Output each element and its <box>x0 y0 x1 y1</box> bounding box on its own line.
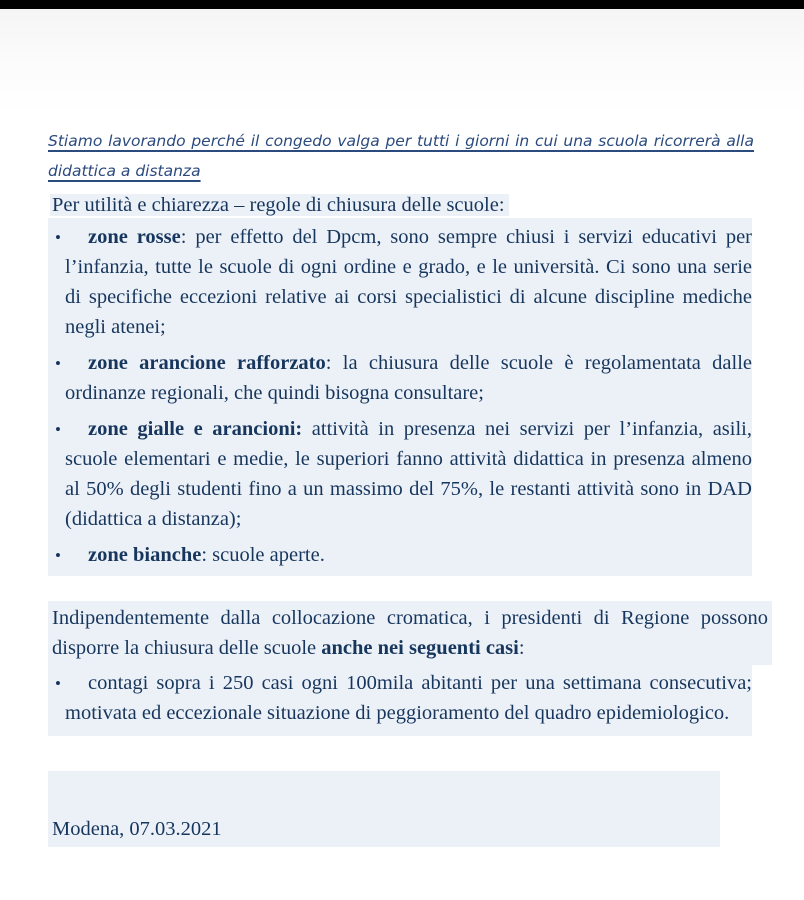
rule-separator <box>302 418 312 440</box>
bullet-icon: • <box>55 228 61 247</box>
heading-italic-underlined: Stiamo lavorando perché il congedo valga per tutti i giorni in cui una scuola ricorrerà alla didattica a distanza <box>48 132 754 180</box>
bullet-icon: • <box>55 420 61 439</box>
list-item-zone-gialle-arancioni <box>55 414 752 534</box>
rule-label: zone rosse <box>88 226 181 248</box>
exception-paragraph <box>48 601 772 665</box>
rule-label: zone arancione rafforzato <box>88 352 326 374</box>
rule-text: attività in presenza nei servizi per l’infanzia, asili, scuole elementari e medie, le superiori fanno attività didattica in presenza almeno al 50% degli studenti fino a un massimo del 75%, le restanti attività sono in DAD (didattica a distanza); <box>65 418 752 530</box>
rule-label: zone gialle e arancioni: <box>88 418 303 440</box>
list-item-zone-bianche <box>55 540 752 570</box>
list-item-zone-rosse <box>55 222 752 342</box>
rule-label: zone bianche <box>88 544 202 566</box>
rule-text: scuole aperte. <box>212 544 325 566</box>
rule-separator: : <box>180 226 196 248</box>
list-item-contagi <box>55 668 752 728</box>
rule-text: la chiusura delle scuole è regolamentata dalle ordinanze regionali, che quindi bisogna consultare; <box>65 352 753 404</box>
bullet-icon: • <box>55 546 61 565</box>
bullet-icon: • <box>55 674 61 693</box>
rule-separator: : <box>325 352 343 374</box>
paragraph-bold-text: anche nei seguenti casi <box>321 637 519 659</box>
rule-separator: : <box>201 544 213 566</box>
rule-text: per effetto del Dpcm, sono sempre chiusi i servizi educativi per l’infanzia, tutte le scuole di ogni ordine e grado, e le università. Ci sono una serie di specifiche eccezioni relative ai corsi specialistici di alcune discipline mediche negli atenei; <box>65 226 752 338</box>
school-rules-list <box>48 218 752 576</box>
paragraph-text: : <box>518 637 525 659</box>
dateline-block <box>48 771 720 847</box>
rule-text: contagi sopra i 250 casi ogni 100mila abitanti per una settimana consecutiva; motivata ed eccezionale situazione di peggioramento del quadro epidemiologico. <box>65 672 752 724</box>
list-item-zone-arancione-rafforzato <box>55 348 753 408</box>
dateline: Modena, 07.03.2021 <box>52 818 222 840</box>
bullet-icon: • <box>55 354 61 373</box>
intro-line <box>48 190 505 220</box>
exception-rules-list <box>48 664 752 736</box>
intro-text: Per utilità e chiarezza – regole di chiusura delle scuole: <box>52 194 505 216</box>
window-top-bar <box>0 0 804 9</box>
paragraph-text: Indipendentemente dalla collocazione cromatica, i presidenti di Regione possono disporre la chiusura delle scuole <box>52 607 768 659</box>
page-top-shading <box>0 9 804 115</box>
